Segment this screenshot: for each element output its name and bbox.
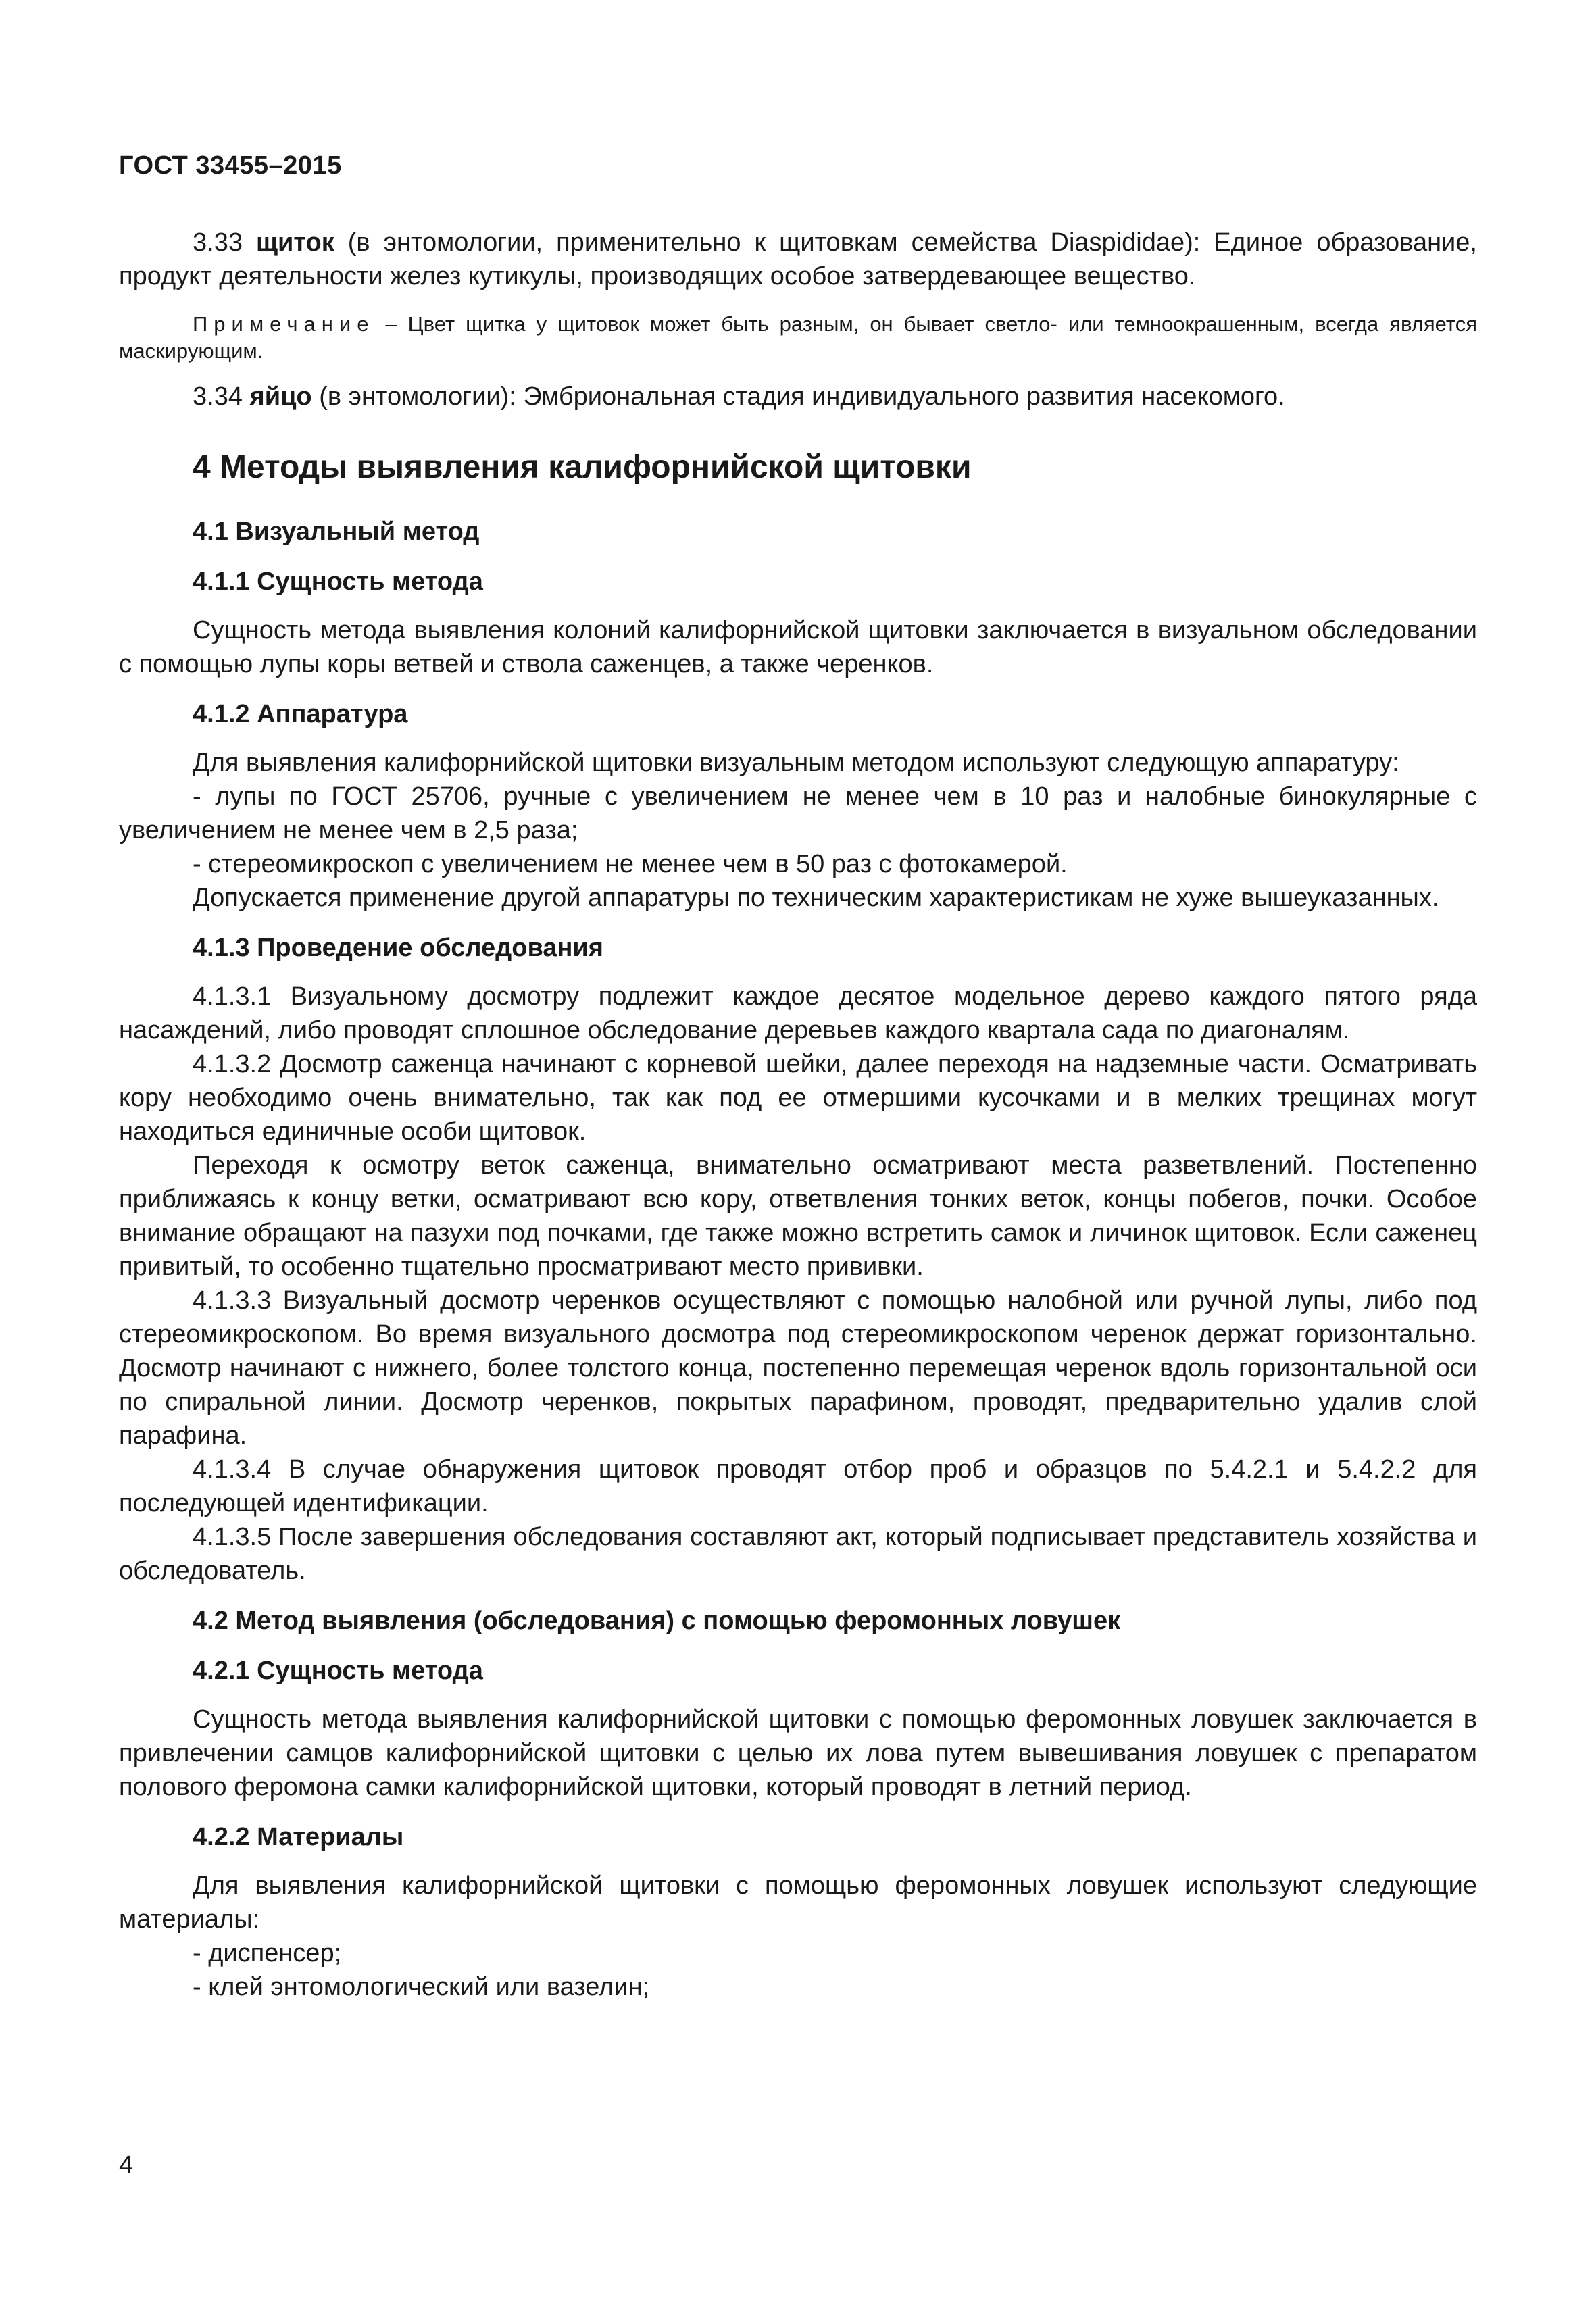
section-4-heading: 4 Методы выявления калифорнийской щитовки (193, 449, 972, 485)
section-4-1-3-heading: 4.1.3 Проведение обследования (193, 934, 603, 962)
list-item: - диспенсер; (193, 1939, 342, 1967)
definition-term: щиток (255, 228, 334, 257)
note-text: – Цвет щитка у щитовок может быть разным, он бывает светло- или темноокрашенным, всегда является маскирующим. (119, 312, 1477, 363)
section-4-2-1-heading: 4.2.1 Сущность метода (193, 1657, 483, 1685)
note-label: Примечание (193, 312, 375, 336)
paragraph-4-1-3-2: 4.1.3.2 Досмотр саженца начинают с корневой шейки, далее переходя на надземные части. Осматривать кору необходимо очень внимательно, так как под ее отмершими кусочками и в мелких трещинах могут находиться единичные особи щитовок. (119, 1050, 1477, 1146)
section-4-2-1-text: Сущность метода выявления калифорнийской щитовки с помощью феромонных ловушек заключается в привлечении самцов калифорнийской щитовки с целью их лова путем вывешивания ловушек с препаратом полового феромона самки калифорнийской щитовки, который проводят в летний период. (119, 1705, 1477, 1801)
definition-3-34 (119, 380, 1477, 413)
section-4-1-1-heading: 4.1.1 Сущность метода (193, 568, 483, 596)
section-4-2-2-heading: 4.2.2 Материалы (193, 1823, 404, 1851)
list-item: - лупы по ГОСТ 25706, ручные с увеличением не менее чем в 10 раз и налобные бинокулярные с увеличением не менее чем в 2,5 раза; (119, 782, 1477, 845)
definition-number: 3.33 (193, 228, 256, 257)
list-item: - клей энтомологический или вазелин; (193, 1973, 650, 2001)
section-4-1-2-outro: Допускается применение другой аппаратуры по техническим характеристикам не хуже вышеуказанных. (193, 884, 1439, 912)
definition-text: (в энтомологии, применительно к щитовкам семейства Diaspididae): Единое образование, продукт деятельности желез кутикулы, производящих особое затвердевающее вещество. (119, 228, 1477, 291)
section-4-2-heading: 4.2 Метод выявления (обследования) с помощью феромонных ловушек (193, 1607, 1121, 1635)
section-4-2-2-intro: Для выявления калифорнийской щитовки с помощью феромонных ловушек используют следующие материалы: (119, 1871, 1477, 1934)
definition-text: (в энтомологии): Эмбриональная стадия индивидуального развития насекомого. (311, 382, 1285, 411)
paragraph-branches: Переходя к осмотру веток саженца, внимательно осматривают места разветвлений. Постепенно приближаясь к концу ветки, осматривают всю кору, ответвления тонких веток, концы побегов, почки. Особое внимание обращают на пазухи под почками, где также можно встретить самок и личинок щитовок. Если саженец привитый, то особенно тщательно просматривают место прививки. (119, 1151, 1477, 1281)
section-4-1-2-heading: 4.1.2 Аппаратура (193, 700, 408, 728)
paragraph-4-1-3-3: 4.1.3.3 Визуальный досмотр черенков осуществляют с помощью налобной или ручной лупы, либо под стереомикроскопом. Во время визуального досмотра под стереомикроскопом черенок держат горизонтально. Досмотр начинают с нижнего, более толстого конца, постепенно перемещая черенок вдоль горизонтальной оси по спиральной линии. Досмотр черенков, покрытых парафином, проводят, предварительно удалив слой парафина. (119, 1286, 1477, 1450)
section-4-1-heading: 4.1 Визуальный метод (193, 518, 480, 546)
section-4-1-1-text: Сущность метода выявления колоний калифорнийской щитовки заключается в визуальном обследовании с помощью лупы коры ветвей и ствола саженцев, а также черенков. (119, 616, 1477, 678)
definition-term: яйцо (249, 382, 312, 411)
definition-number: 3.34 (193, 382, 250, 411)
paragraph-4-1-3-4: 4.1.3.4 В случае обнаружения щитовок проводят отбор проб и образцов по 5.4.2.1 и 5.4.2.2 для последующей идентификации. (119, 1455, 1477, 1517)
list-item: - стереомикроскоп с увеличением не менее чем в 50 раз с фотокамерой. (193, 850, 1068, 878)
paragraph-4-1-3-1: 4.1.3.1 Визуальному досмотру подлежит каждое десятое модельное дерево каждого пятого ряда насаждений, либо проводят сплошное обследование деревьев каждого квартала сада по диагоналям. (119, 982, 1477, 1045)
paragraph-4-1-3-5: 4.1.3.5 После завершения обследования составляют акт, который подписывает представитель хозяйства и обследователь. (119, 1523, 1477, 1585)
note-3-33 (119, 311, 1477, 365)
definition-3-33 (119, 226, 1477, 293)
section-4-1-2-intro: Для выявления калифорнийской щитовки визуальным методом используют следующую аппаратуру: (193, 749, 1399, 777)
document-header: ГОСТ 33455–2015 (119, 151, 342, 180)
page-number: 4 (119, 2151, 134, 2180)
